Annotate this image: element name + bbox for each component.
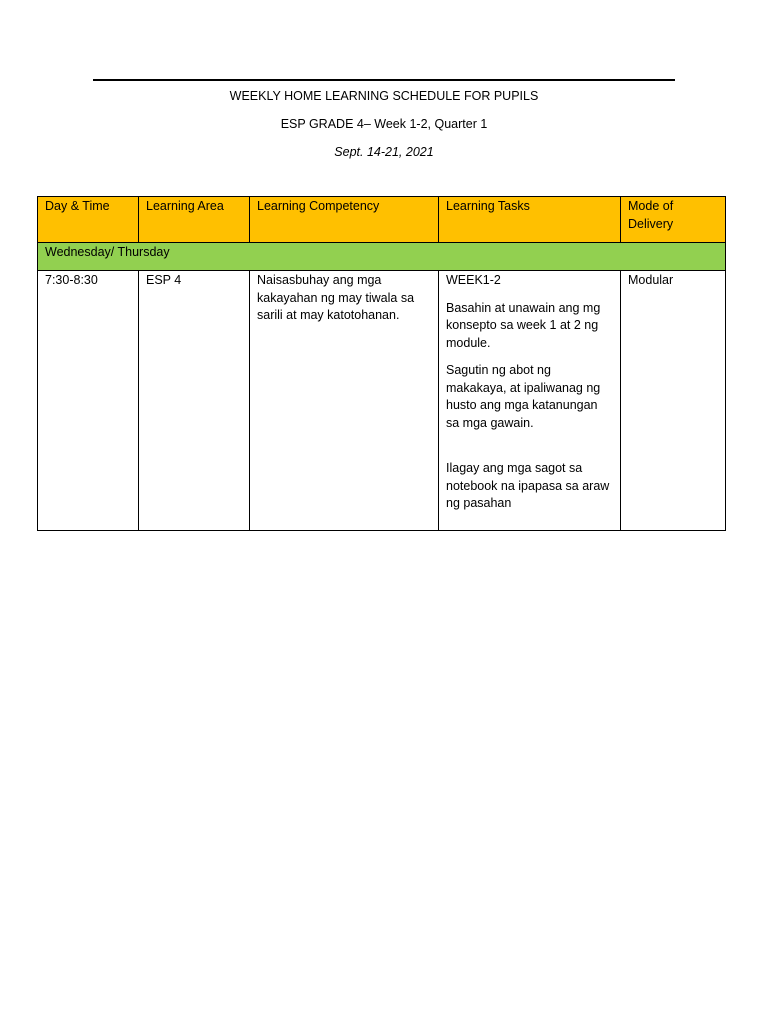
schedule-table [37,196,726,531]
column-header-learning-tasks: Learning Tasks [439,197,621,243]
task-item-1: Basahin at unawain ang mg konsepto sa week 1 at 2 ng module. [446,300,601,350]
document-title: WEEKLY HOME LEARNING SCHEDULE FOR PUPILS [229,89,539,103]
column-header-learning-area: Learning Area [139,197,250,243]
cell-learning-area: ESP 4 [139,271,250,531]
document-date: Sept. 14-21, 2021 [334,145,434,159]
top-rule [93,79,675,81]
cell-mode-of-delivery: Modular [621,271,726,531]
day-label: Wednesday/ Thursday [38,243,726,271]
column-header-mode-of-delivery: Mode of Delivery [621,197,726,243]
task-week: WEEK1-2 [446,273,501,287]
table-header-row [38,197,726,243]
cell-learning-tasks [439,271,621,531]
column-header-day-time: Day & Time [38,197,139,243]
cell-learning-competency: Naisasbuhay ang mga kakayahan ng may tiwala sa sarili at may katotohanan. [250,271,439,531]
document-subtitle: ESP GRADE 4– Week 1-2, Quarter 1 [280,117,488,131]
task-item-3: Ilagay ang mga sagot sa notebook na ipapasa sa araw ng pasahan [446,461,610,510]
cell-time: 7:30-8:30 [38,271,139,531]
day-row [38,243,726,271]
column-header-learning-competency: Learning Competency [250,197,439,243]
table-row [38,271,726,531]
task-item-2: Sagutin ng abot ng makakaya, at ipaliwanag ng husto ang mga katanungan sa mga gawain. [446,363,601,430]
